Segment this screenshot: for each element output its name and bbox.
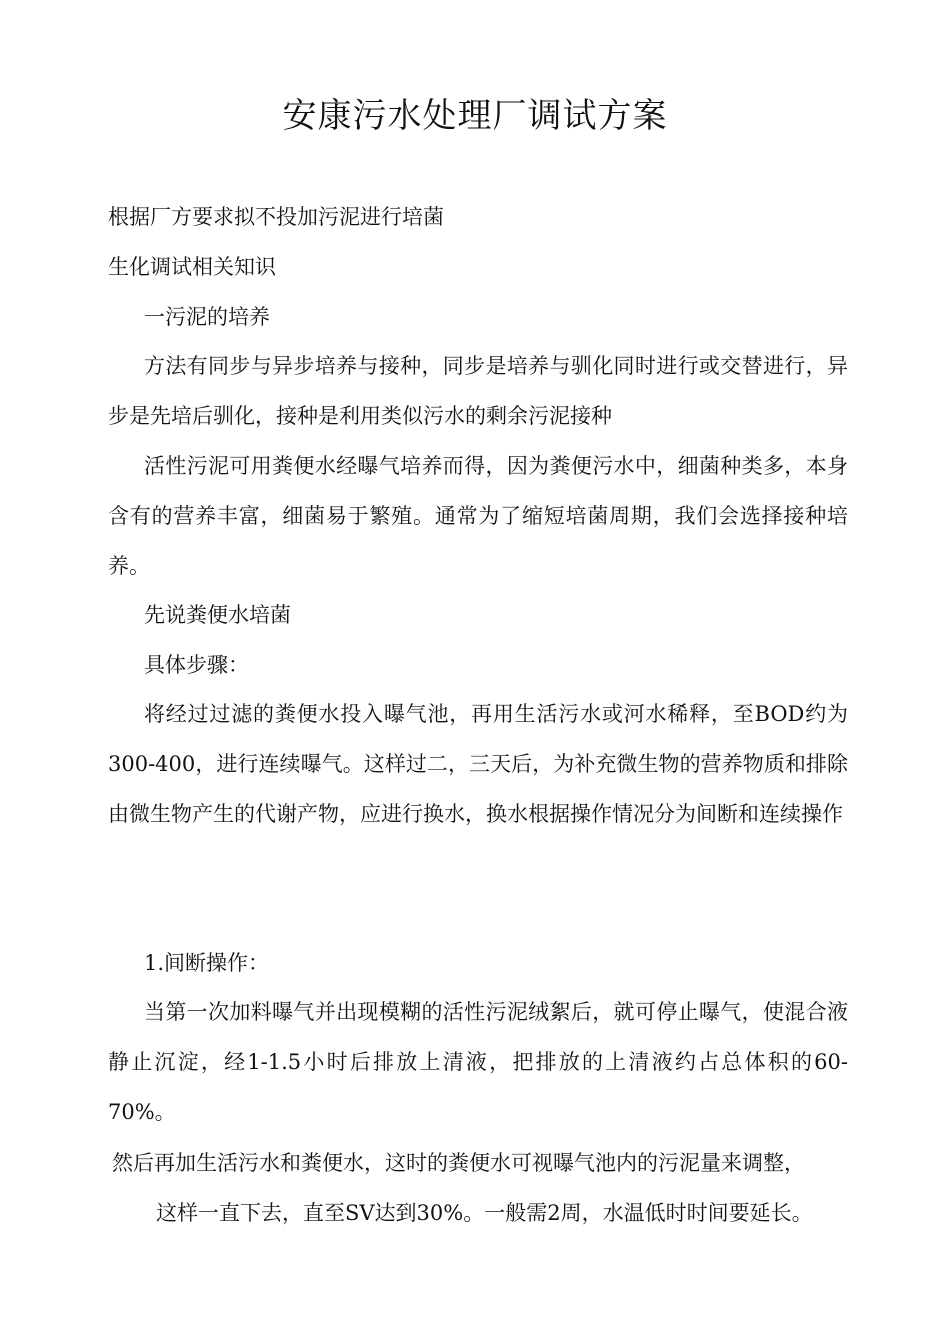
subsection-heading: 一污泥的培养 [144, 305, 270, 329]
intro-line: 根据厂方要求拟不投加污泥进行培菌 [108, 205, 444, 229]
duration-line: 这样一直下去，直至SV达到30%。一般需2周，水温低时时间要延长。 [156, 1201, 813, 1225]
section-heading: 生化调试相关知识 [108, 255, 276, 279]
fecal-cultivation-line: 先说粪便水培菌 [144, 603, 291, 627]
continuation-line: 然后再加生活污水和粪便水，这时的粪便水可视曝气池内的污泥量来调整， [112, 1151, 805, 1175]
steps-paragraph: 将经过过滤的粪便水投入曝气池，再用生活污水或河水稀释，至BOD约为300-400，进行连续曝气。这样过二，三天后，为补充微生物的营养物质和排除由微生物产生的代谢产物，应进行换水，换水根据操作情况分为间断和连续操作 [108, 702, 848, 826]
document-title: 安康污水处理厂调试方案 [282, 96, 668, 136]
methods-paragraph: 方法有同步与异步培养与接种，同步是培养与驯化同时进行或交替进行，异步是先培后驯化，接种是利用类似污水的剩余污泥接种 [108, 354, 848, 428]
intermittent-paragraph: 当第一次加料曝气并出现模糊的活性污泥绒絮后，就可停止曝气，使混合液静止沉淀，经1-1.5小时后排放上清液，把排放的上清液约占总体积的60-70%。 [108, 1000, 848, 1124]
intermittent-heading: 1.间断操作： [144, 951, 270, 975]
activated-sludge-paragraph: 活性污泥可用粪便水经曝气培养而得，因为粪便污水中，细菌种类多，本身含有的营养丰富，细菌易于繁殖。通常为了缩短培菌周期，我们会选择接种培养。 [108, 454, 848, 578]
steps-heading: 具体步骤： [144, 653, 249, 677]
